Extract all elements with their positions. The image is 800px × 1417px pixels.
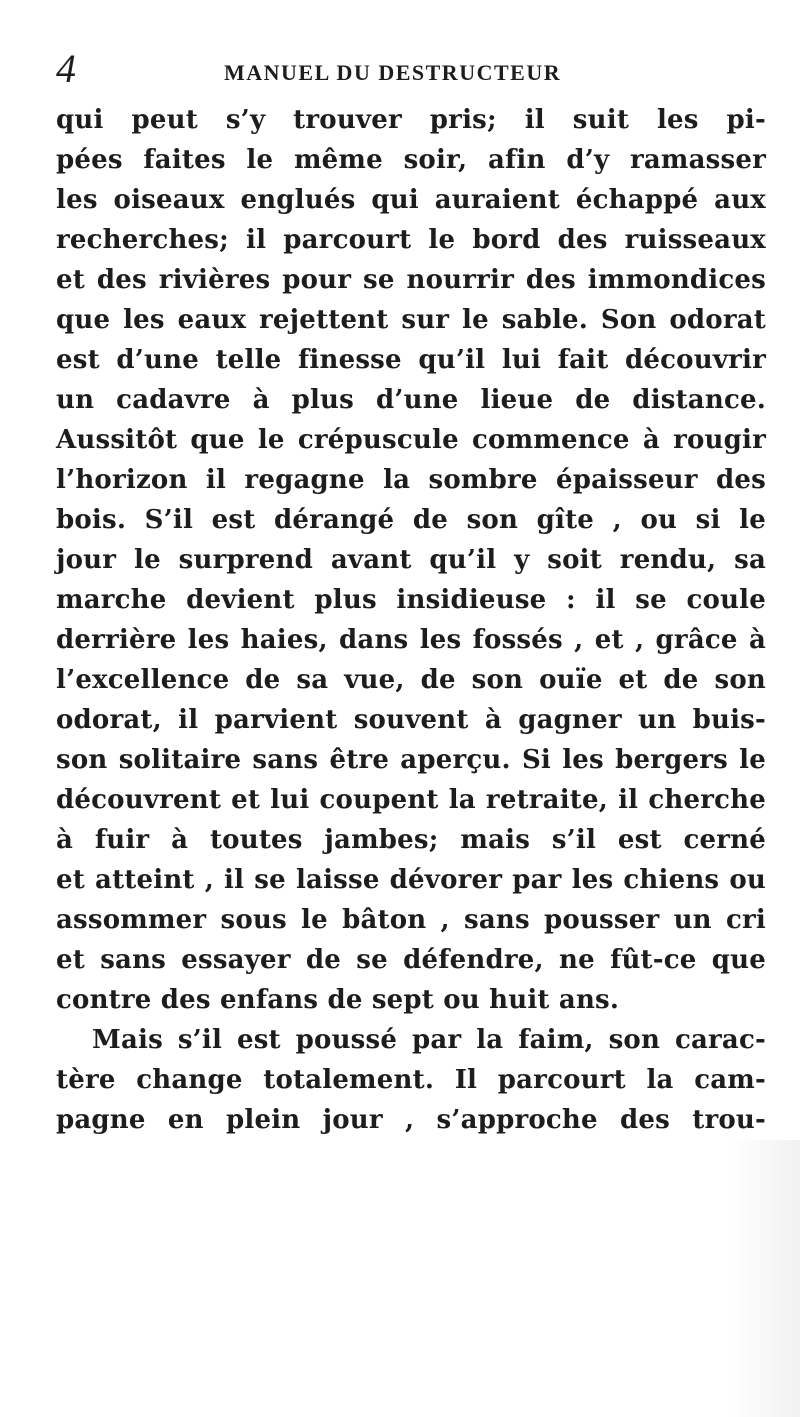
text-line: et sans essayer de se défendre, ne fût-ce que [56,945,766,975]
text-line: tère change totalement. Il parcourt la cam- [56,1065,766,1095]
text-line: les oiseaux englués qui auraient échappé aux [56,185,766,215]
text-line: derrière les haies, dans les fossés , et , grâce à [56,625,766,655]
text-line: pagne en plein jour , s’approche des trou- [56,1105,766,1135]
text-line: Aussitôt que le crépuscule commence à rougir [56,425,766,455]
paragraph-start-line: Mais s’il est poussé par la faim, son carac- [92,1025,766,1055]
text-line: l’excellence de sa vue, de son ouïe et de son [56,665,766,695]
text-line: découvrent et lui coupent la retraite, il cherche [56,785,766,815]
text-line: son solitaire sans être aperçu. Si les bergers le [56,745,766,775]
text-line: qui peut s’y trouver pris; il suit les pi- [56,105,766,135]
text-line: l’horizon il regagne la sombre épaisseur des [56,465,766,495]
page-edge-shadow [730,1140,800,1417]
book-title: MANUEL DU DESTRUCTEUR [224,60,562,85]
text-line: pées faites le même soir, afin d’y ramasser [56,145,766,175]
text-line: et des rivières pour se nourrir des immondices [56,265,766,295]
text-line: un cadavre à plus d’une lieue de distance. [56,385,766,415]
text-line: jour le surprend avant qu’il y soit rendu, sa [56,545,766,575]
paragraph-end-line: contre des enfans de sept ou huit ans. [56,985,620,1015]
text-line: marche devient plus insidieuse : il se coule [56,585,766,615]
text-line: bois. S’il est dérangé de son gîte , ou si le [56,505,766,535]
body-text [56,100,766,1140]
text-line: à fuir à toutes jambes; mais s’il est cerné [56,825,766,855]
text-line: est d’une telle finesse qu’il lui fait découvrir [56,345,766,375]
text-line: recherches; il parcourt le bord des ruisseaux [56,225,766,255]
running-head [56,44,766,94]
text-line: que les eaux rejettent sur le sable. Son odorat [56,305,766,335]
text-line: assommer sous le bâton , sans pousser un cri [56,905,766,935]
page-number: 4 [56,46,76,91]
text-line: odorat, il parvient souvent à gagner un buis- [56,705,766,735]
text-line: et atteint , il se laisse dévorer par les chiens ou [56,865,766,895]
